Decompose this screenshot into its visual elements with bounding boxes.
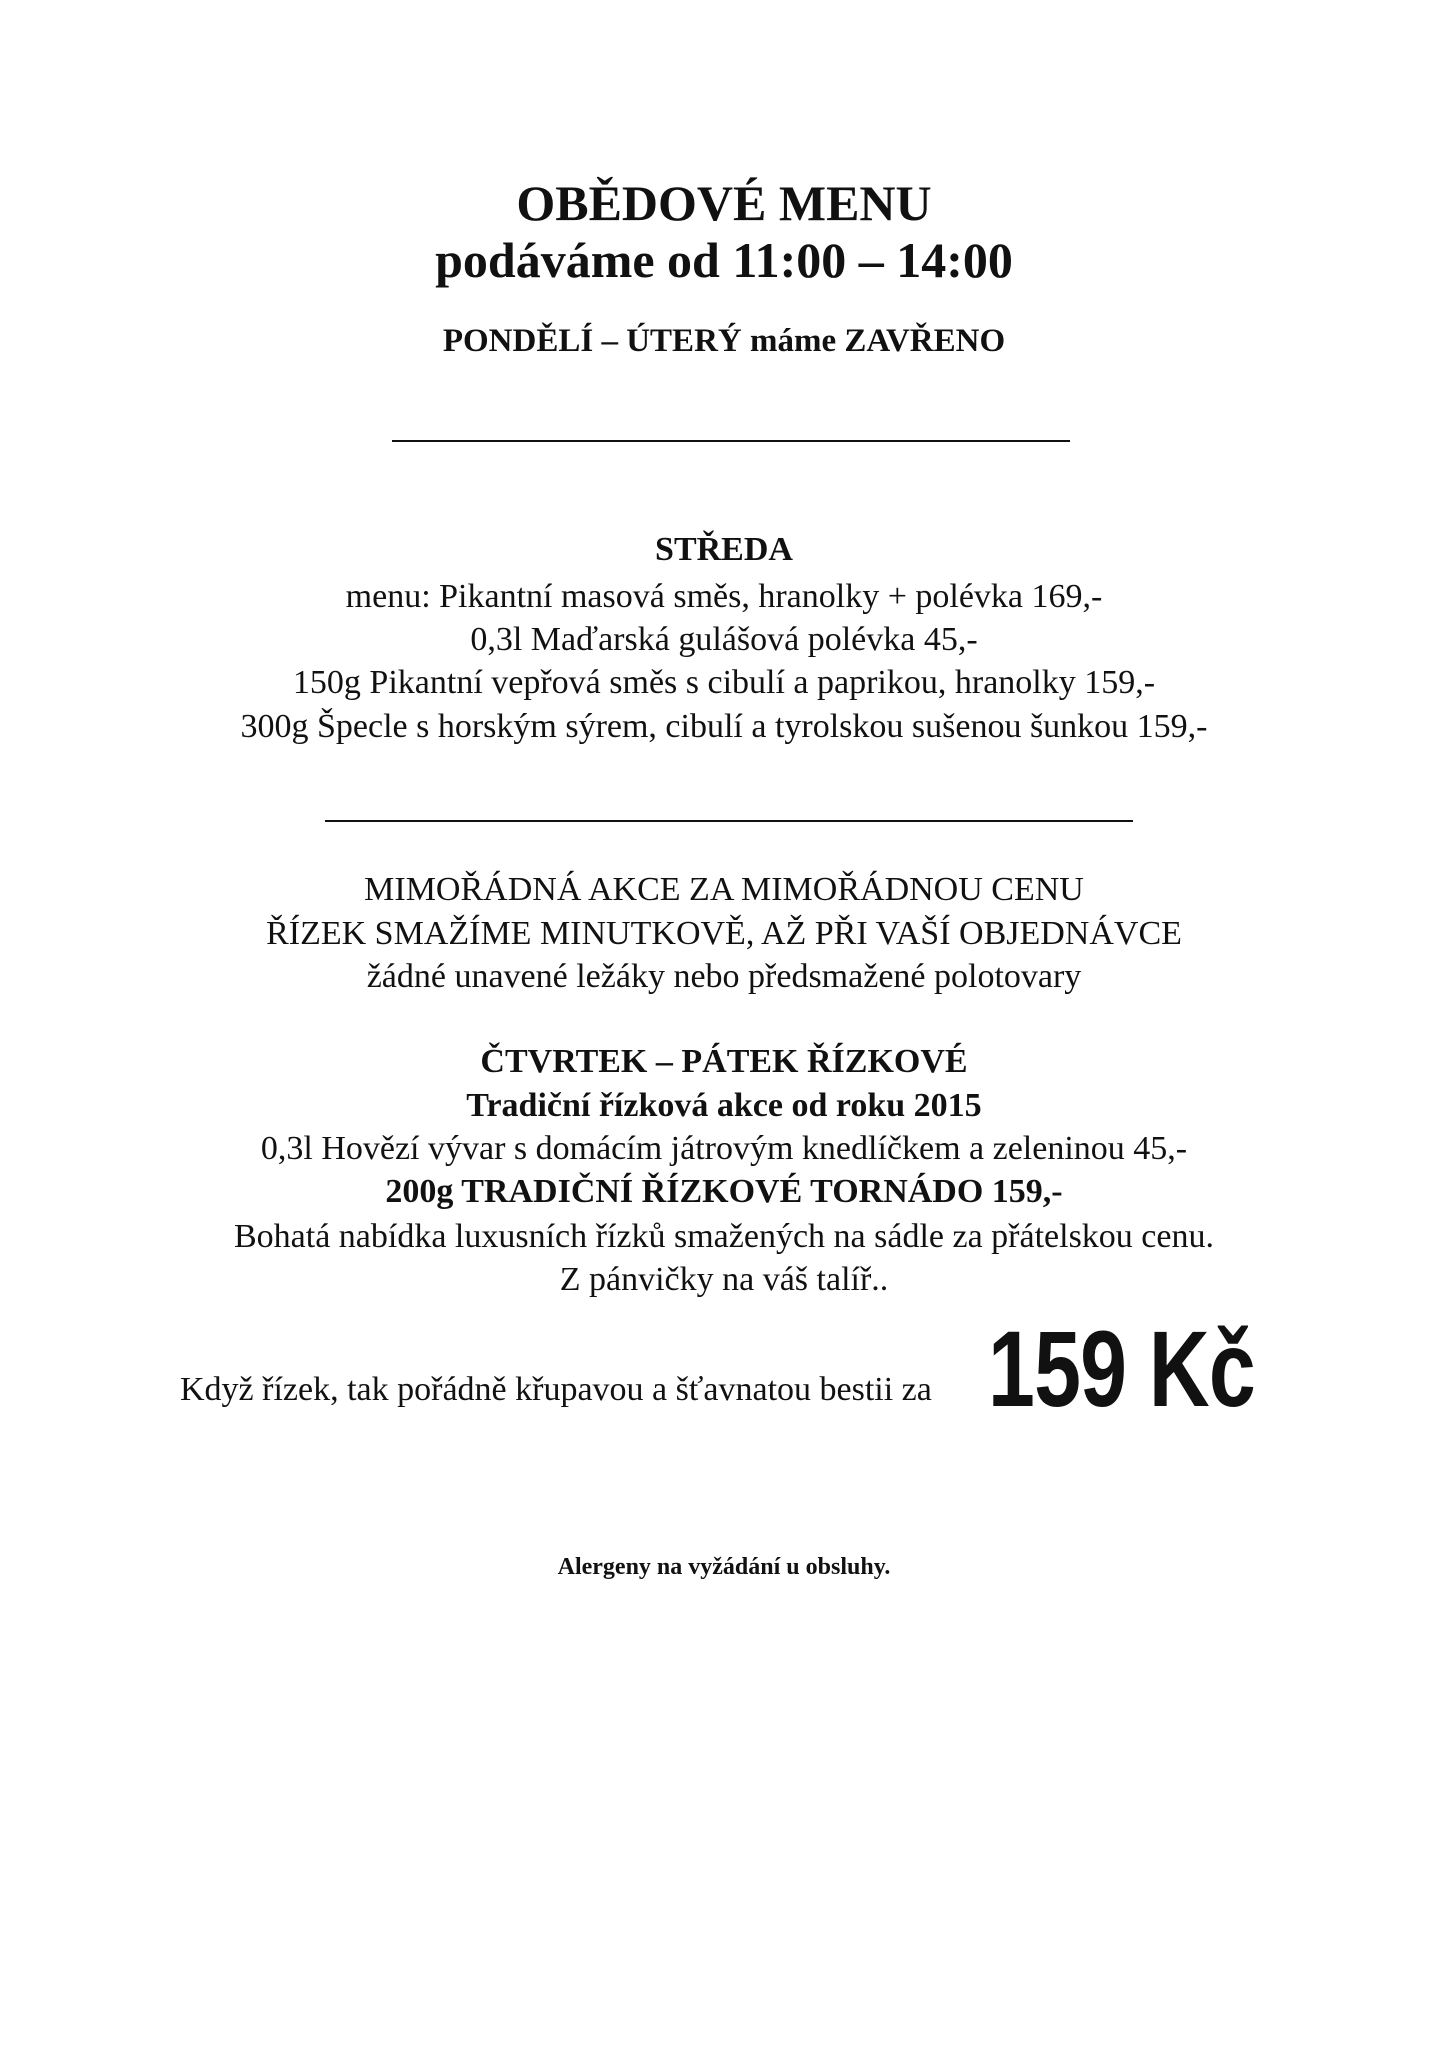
big-price: 159 Kč	[988, 1308, 1255, 1429]
menu-item-soup: 0,3l Hovězí vývar s domácím játrovým knedlíčkem a zeleninou 45,-	[260, 1130, 1188, 1167]
menu-item-main: 200g TRADIČNÍ ŘÍZKOVÉ TORNÁDO 159,-	[385, 1173, 1063, 1210]
allergen-notice: Alergeny na vyžádání u obsluhy.	[557, 1554, 891, 1580]
menu-description: Bohatá nabídka luxusních řízků smažených na sádle za přátelskou cenu.	[234, 1218, 1214, 1255]
menu-item: 150g Pikantní vepřová směs s cibulí a paprikou, hranolky 159,-	[292, 664, 1156, 701]
divider	[392, 440, 1070, 442]
menu-description: Z pánvičky na váš talíř..	[559, 1261, 889, 1298]
promo-line: MIMOŘÁDNÁ AKCE ZA MIMOŘÁDNOU CENU	[364, 871, 1084, 908]
menu-item: 0,3l Maďarská gulášová polévka 45,-	[470, 621, 978, 658]
menu-title: OBĚDOVÉ MENU	[516, 175, 932, 231]
price-callout	[0, 1308, 1448, 1429]
menu-item: menu: Pikantní masová směs, hranolky + polévka 169,-	[345, 578, 1103, 615]
divider	[325, 820, 1133, 822]
closed-notice: PONDĚLÍ – ÚTERÝ máme ZAVŘENO	[442, 323, 1006, 359]
day-heading-thu-fri: ČTVRTEK – PÁTEK ŘÍZKOVÉ	[480, 1043, 968, 1080]
price-callout-text: Když řízek, tak pořádně křupavou a šťavnatou bestii za	[180, 1371, 932, 1408]
promo-line: žádné unavené ležáky nebo předsmažené polotovary	[366, 958, 1082, 995]
promo-line: ŘÍZEK SMAŽÍME MINUTKOVĚ, AŽ PŘI VAŠÍ OBJEDNÁVCE	[266, 915, 1182, 952]
day-heading-wednesday: STŘEDA	[655, 531, 793, 568]
serving-hours: podáváme od 11:00 – 14:00	[435, 232, 1013, 288]
promo-subtitle: Tradiční řízková akce od roku 2015	[466, 1087, 982, 1124]
menu-item: 300g Špecle s horským sýrem, cibulí a tyrolskou sušenou šunkou 159,-	[240, 708, 1208, 745]
